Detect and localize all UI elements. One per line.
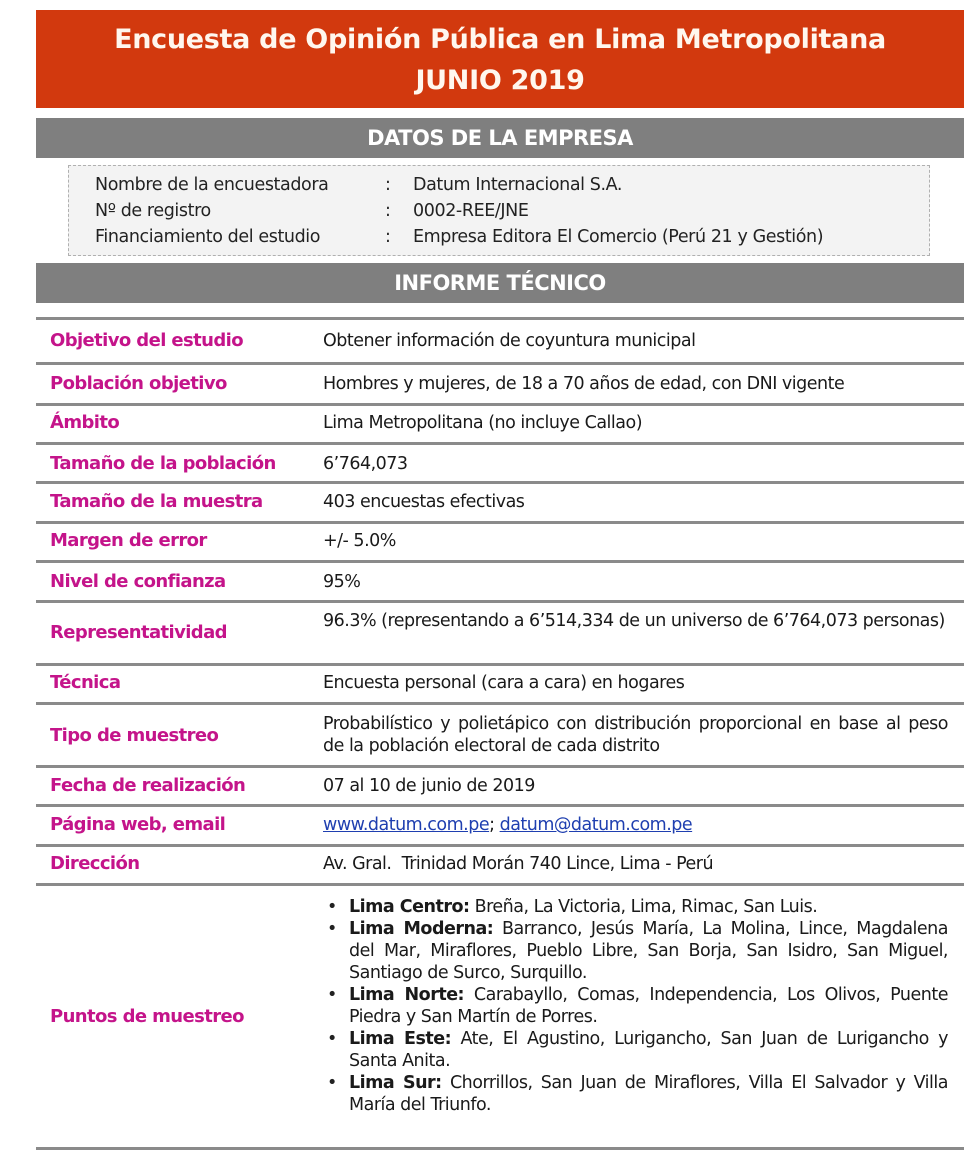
- table-row: [36, 524, 964, 560]
- table-row: [36, 847, 964, 883]
- row-label: Ámbito: [50, 412, 120, 433]
- zone-districts: Ate, El Agustino, Lurigancho, San Juan de Lurigancho y Santa Anita.: [349, 1029, 948, 1071]
- table-row: [36, 807, 964, 844]
- table-row: [36, 768, 964, 804]
- zone-name: Lima Norte:: [349, 985, 465, 1005]
- bullet-icon: •: [327, 1029, 337, 1049]
- row-value: 403 encuestas efectivas: [323, 492, 525, 512]
- row-value: Obtener información de coyuntura municipal: [323, 331, 696, 351]
- company-row-value: Datum Internacional S.A.: [413, 175, 623, 195]
- row-label: Representatividad: [50, 622, 227, 643]
- row-value: +/- 5.0%: [323, 531, 396, 551]
- row-label: Margen de error: [50, 530, 207, 551]
- row-label: Dirección: [50, 853, 140, 874]
- website-link[interactable]: www.datum.com.pe: [323, 815, 490, 835]
- bullet-icon: •: [327, 1073, 337, 1093]
- row-label: Página web, email: [50, 814, 226, 835]
- zone-name: Lima Este:: [349, 1029, 452, 1049]
- row-label: Tamaño de la población: [50, 453, 276, 474]
- row-value: Av. Gral. Trinidad Morán 740 Lince, Lima - Perú: [323, 854, 714, 874]
- bullet-icon: •: [327, 985, 337, 1005]
- zone-name: Lima Centro:: [349, 897, 470, 917]
- row-value: 95%: [323, 572, 361, 592]
- zone-districts: Breña, La Victoria, Lima, Rimac, San Luis.: [474, 897, 818, 917]
- company-row-separator: :: [385, 201, 391, 221]
- page-title: Encuesta de Opinión Pública en Lima Metropolitana: [114, 24, 886, 55]
- table-row: [36, 445, 964, 481]
- row-divider: [36, 1147, 964, 1150]
- list-item: [323, 896, 948, 918]
- bullet-icon: •: [327, 919, 337, 939]
- row-label: Nivel de confianza: [50, 571, 226, 592]
- row-label: Objetivo del estudio: [50, 330, 243, 351]
- row-label: Puntos de muestreo: [50, 1006, 244, 1027]
- row-value: 96.3% (representando a 6’514,334 de un universo de 6’764,073 personas): [323, 611, 945, 631]
- bullet-icon: •: [327, 897, 337, 917]
- list-item: [323, 918, 948, 984]
- row-label: Fecha de realización: [50, 775, 246, 796]
- zone-name: Lima Sur:: [349, 1073, 442, 1093]
- table-row: [36, 484, 964, 521]
- table-row: [36, 563, 964, 600]
- row-label: Tamaño de la muestra: [50, 491, 263, 512]
- row-value: Encuesta personal (cara a cara) en hogares: [323, 673, 685, 693]
- row-value: Probabilístico y polietápico con distribución proporcional en base al peso de la población electoral de cada distrito: [323, 714, 948, 756]
- company-section-heading: DATOS DE LA EMPRESA: [36, 118, 964, 158]
- link-separator: ;: [489, 815, 495, 835]
- row-value: Hombres y mujeres, de 18 a 70 años de edad, con DNI vigente: [323, 374, 845, 394]
- company-row-value: Empresa Editora El Comercio (Perú 21 y Gestión): [413, 227, 824, 247]
- row-value: [323, 814, 948, 836]
- row-value: 07 al 10 de junio de 2019: [323, 776, 535, 796]
- title-banner: [36, 10, 964, 108]
- row-value: 6’764,073: [323, 454, 408, 474]
- company-info-box: [68, 165, 930, 256]
- list-item: [323, 984, 948, 1028]
- row-label: Población objetivo: [50, 373, 227, 394]
- technical-section-heading: INFORME TÉCNICO: [36, 263, 964, 303]
- list-item: [323, 1028, 948, 1072]
- company-row-separator: :: [385, 227, 391, 247]
- email-link[interactable]: datum@datum.com.pe: [499, 815, 693, 835]
- table-row: [36, 705, 964, 765]
- table-row: [36, 320, 964, 362]
- zone-districts: Carabayllo, Comas, Independencia, Los Olivos, Puente Piedra y San Martín de Porres.: [349, 985, 948, 1027]
- table-row: [36, 365, 964, 403]
- row-label: Tipo de muestreo: [50, 725, 219, 746]
- row-value: Lima Metropolitana (no incluye Callao): [323, 413, 643, 433]
- company-row-label: Financiamiento del estudio: [95, 227, 321, 247]
- zone-districts: Barranco, Jesús María, La Molina, Lince, Magdalena del Mar, Miraflores, Pueblo Libre, San Borja, San Isidro, San Miguel, Santiago de Surco, Surquillo.: [349, 919, 948, 983]
- zone-districts: Chorrillos, San Juan de Miraflores, Villa El Salvador y Villa María del Triunfo.: [349, 1073, 948, 1115]
- table-row: [36, 886, 964, 1147]
- table-row: [36, 666, 964, 702]
- company-row-value: 0002-REE/JNE: [413, 201, 529, 221]
- company-row-label: Nombre de la encuestadora: [95, 175, 329, 195]
- row-label: Técnica: [50, 672, 121, 693]
- sampling-points-list: [323, 896, 948, 1116]
- company-row-label: Nº de registro: [95, 201, 211, 221]
- company-row-separator: :: [385, 175, 391, 195]
- list-item: [323, 1072, 948, 1116]
- zone-name: Lima Moderna:: [349, 919, 494, 939]
- page-subtitle: JUNIO 2019: [415, 65, 585, 96]
- table-row: [36, 603, 964, 663]
- table-row: [36, 406, 964, 442]
